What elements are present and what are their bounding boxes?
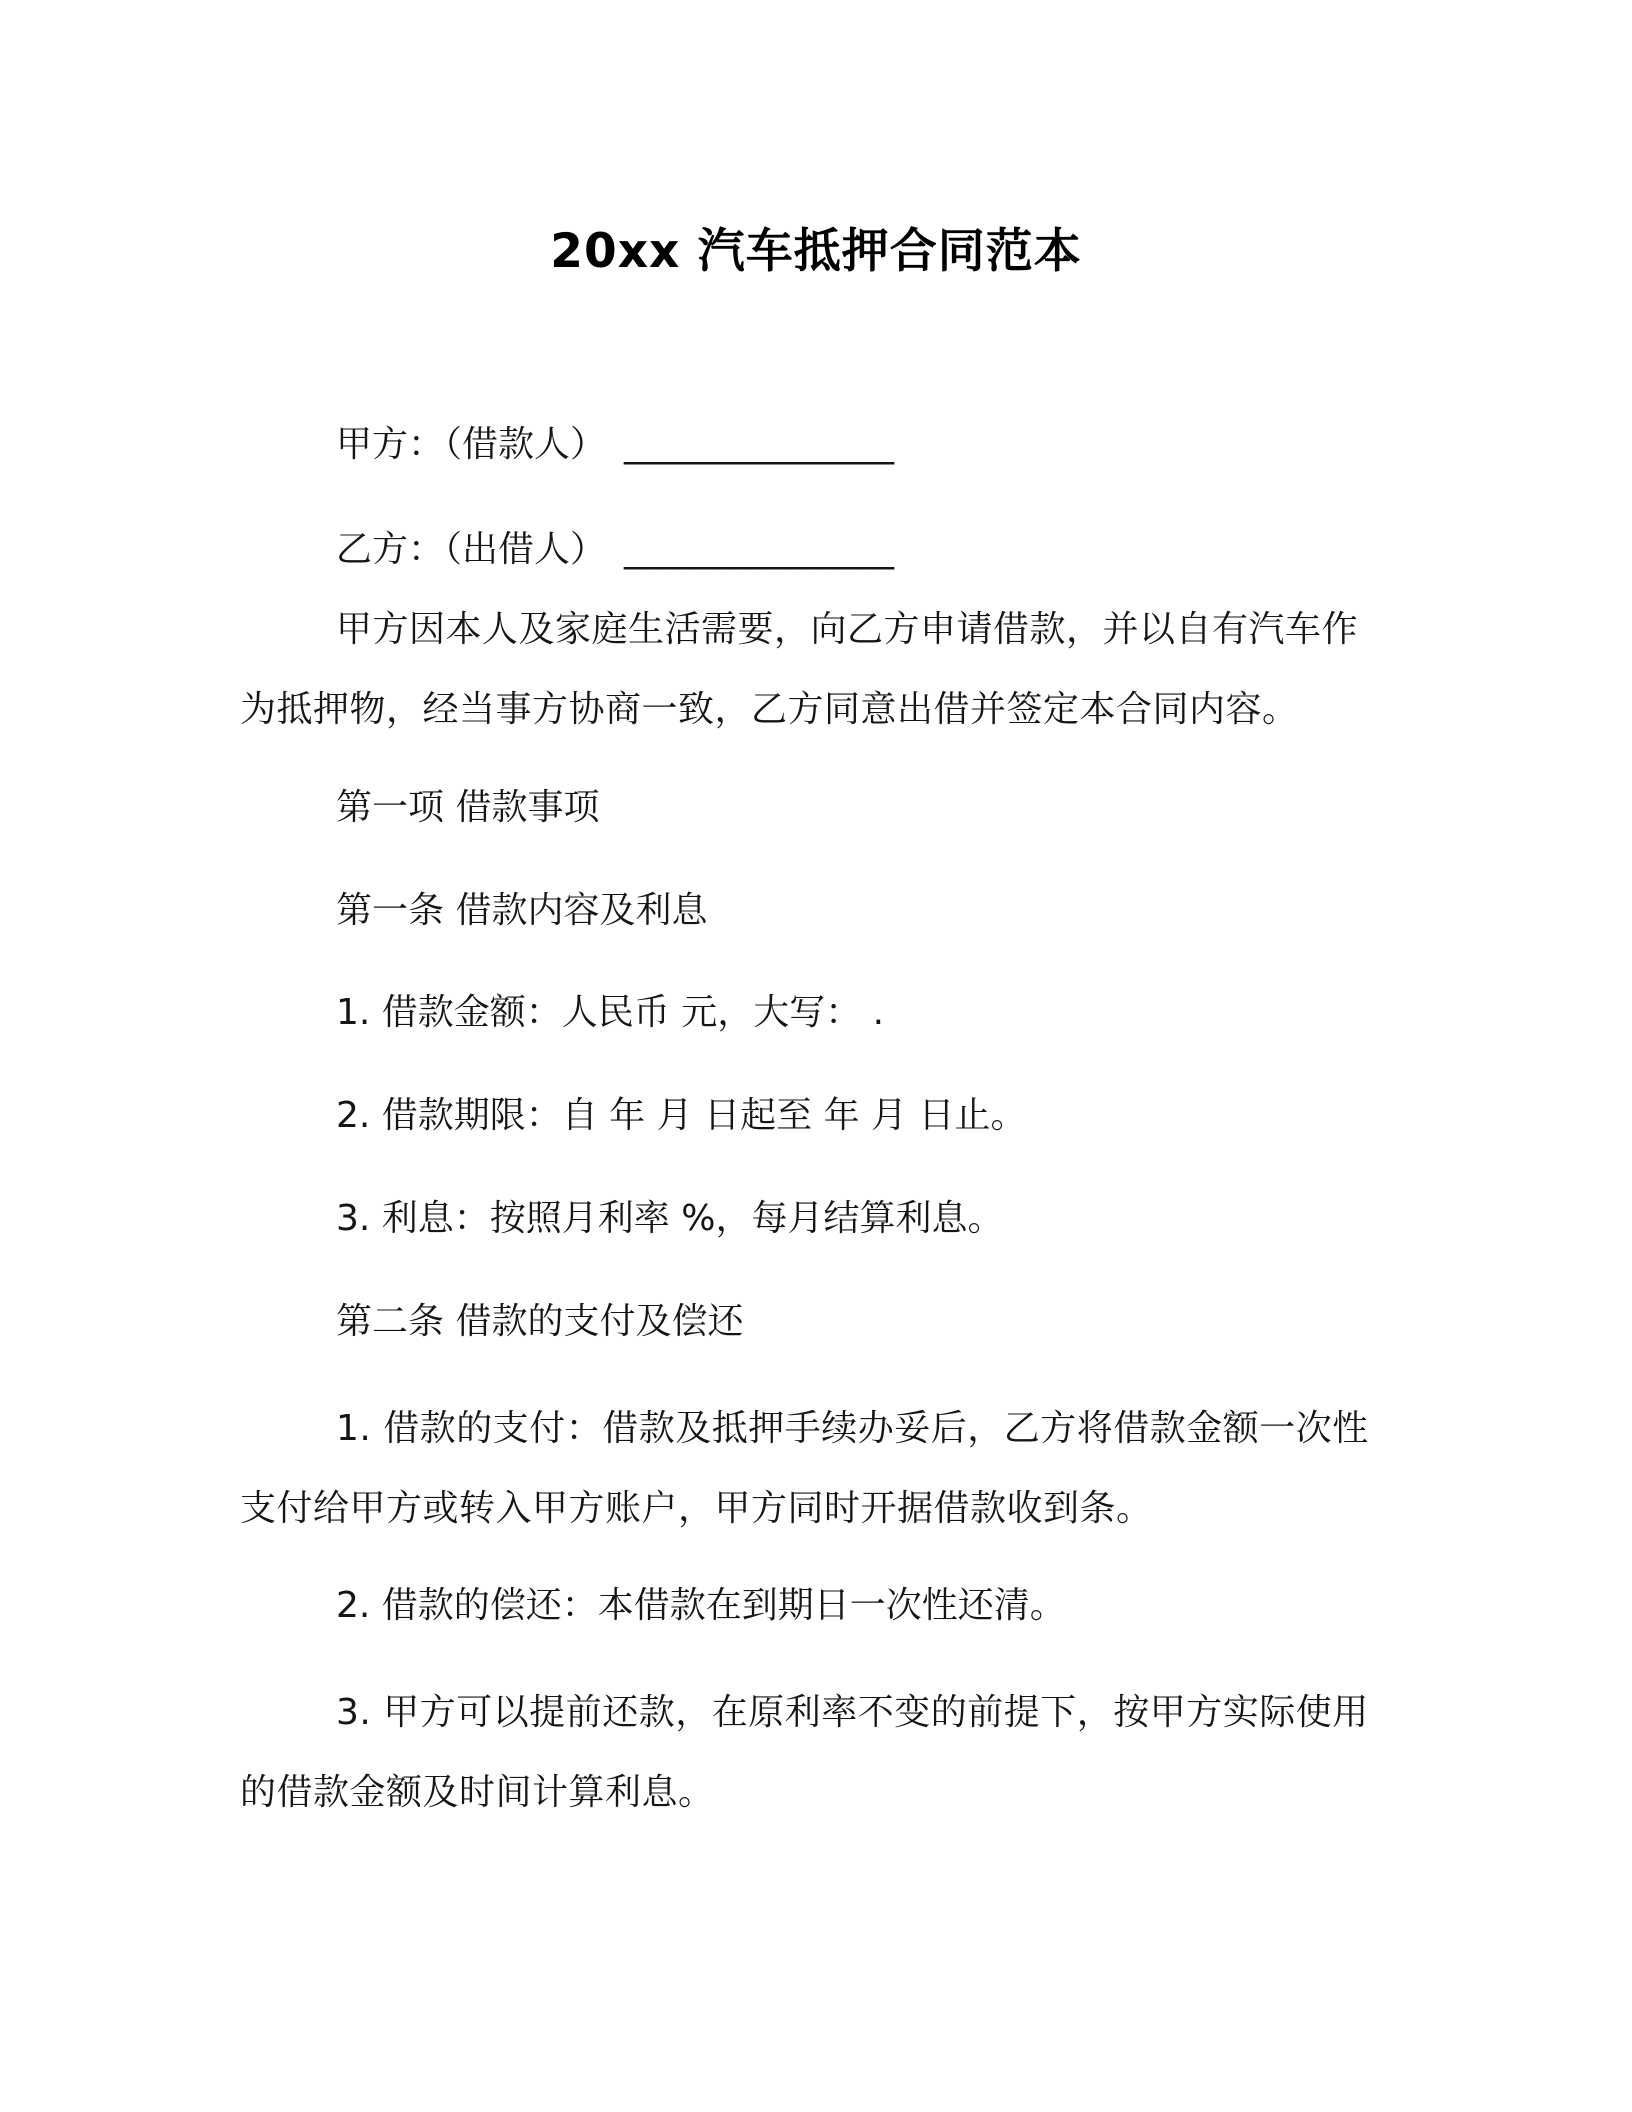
article-2-heading: 第二条 借款的支付及偿还 — [336, 1301, 744, 1342]
party-b-label: 乙方：（出借人） — [336, 529, 607, 570]
article-2-item-2: 2. 借款的偿还：本借款在到期日一次性还清。 — [336, 1585, 1066, 1626]
article-1-heading: 第一条 借款内容及利息 — [336, 890, 708, 931]
party-a-label: 甲方：（借款人） — [336, 424, 607, 465]
document-title: 20xx 汽车抵押合同范本 — [550, 224, 1082, 279]
article-2-item-3: 3. 甲方可以提前还款，在原利率不变的前提下，按甲方实际使用的借款金额及时间计算利息。 — [240, 1692, 1369, 1813]
article-1-item-3: 3. 利息：按照月利率 %，每月结算利息。 — [336, 1198, 1004, 1239]
party-b-line — [336, 510, 1380, 590]
party-a-line — [336, 405, 1380, 485]
article-1-item-2: 2. 借款期限：自 年 月 日起至 年 月 日止。 — [336, 1095, 1027, 1136]
article-1-item-1: 1. 借款金额：人民币 元，大写： . — [336, 992, 885, 1033]
intro-paragraph: 甲方因本人及家庭生活需要，向乙方申请借款，并以自有汽车作为抵押物，经当事方协商一致，乙方同意出借并签定本合同内容。 — [240, 609, 1359, 730]
party-a-blank: _______________ — [624, 424, 895, 465]
party-b-blank: _______________ — [624, 529, 895, 570]
article-2-item-1: 1. 借款的支付：借款及抵押手续办妥后，乙方将借款金额一次性支付给甲方或转入甲方账户，甲方同时开据借款收到条。 — [240, 1408, 1369, 1529]
section-1-heading: 第一项 借款事项 — [336, 787, 600, 828]
